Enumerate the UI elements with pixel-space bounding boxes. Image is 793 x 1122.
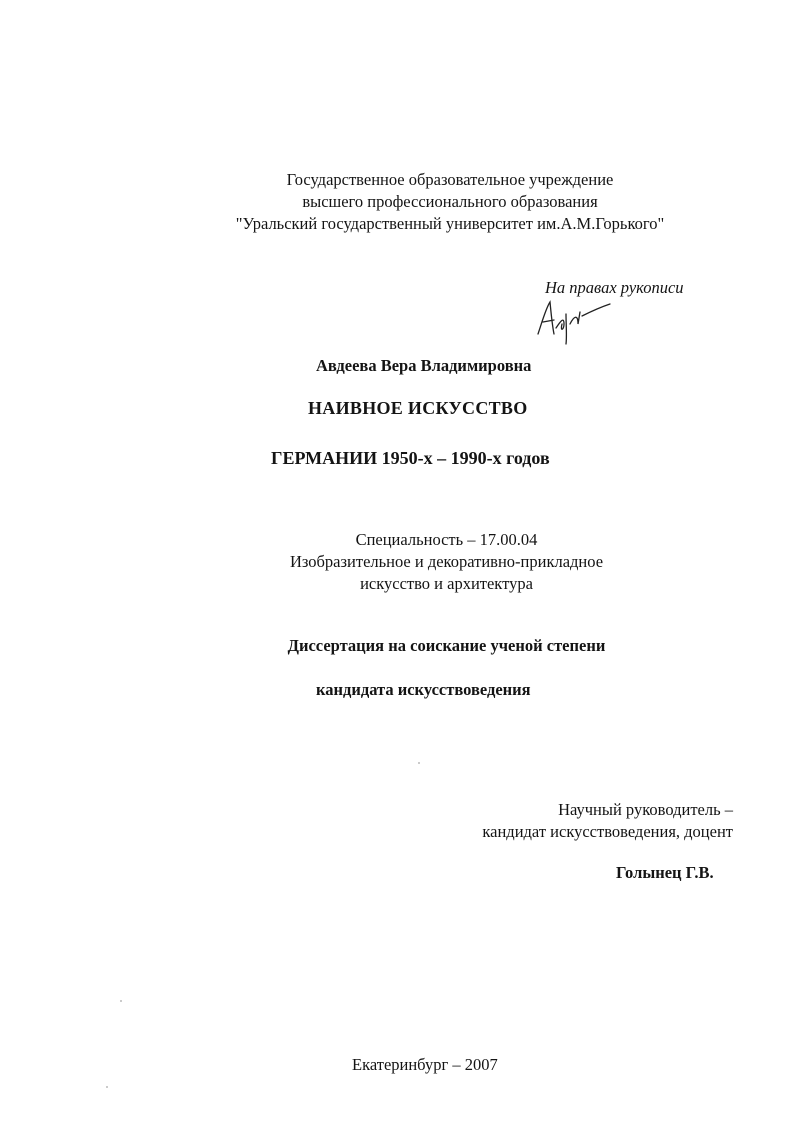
degree-statement: Диссертация на соискание ученой степени bbox=[287, 636, 606, 655]
signature-image bbox=[534, 294, 614, 346]
specialty-name-line-2: искусство и архитектура bbox=[360, 574, 533, 593]
supervisor-role: Научный руководитель – bbox=[558, 800, 733, 819]
scan-speck bbox=[106, 1086, 108, 1088]
institution-line-2: высшего профессионального образования bbox=[302, 192, 598, 211]
supervisor-block bbox=[482, 800, 733, 844]
specialty-name-line-1: Изобразительное и декоративно-прикладное bbox=[289, 552, 604, 571]
specialty-block bbox=[0, 530, 793, 596]
specialty-code: Специальность – 17.00.04 bbox=[355, 530, 538, 549]
scan-speck bbox=[418, 762, 420, 764]
supervisor-degree: кандидат искусствоведения, доцент bbox=[482, 822, 733, 841]
institution-line-1: Государственное образовательное учреждение bbox=[286, 170, 614, 189]
dissertation-title-line-1: НАИВНОЕ ИСКУССТВО bbox=[308, 398, 528, 418]
institution-block bbox=[0, 170, 793, 236]
scan-speck bbox=[120, 1000, 122, 1002]
city-year: Екатеринбург – 2007 bbox=[352, 1055, 498, 1074]
author-name: Авдеева Вера Владимировна bbox=[316, 356, 532, 375]
supervisor-name: Голынец Г.В. bbox=[616, 863, 714, 882]
institution-line-3: "Уральский государственный университет им.А.М.Горького" bbox=[235, 214, 665, 233]
manuscript-note: На правах рукописи bbox=[545, 278, 684, 297]
degree-name: кандидата искусствоведения bbox=[316, 680, 531, 699]
dissertation-title-line-2: ГЕРМАНИИ 1950-х – 1990-х годов bbox=[271, 448, 550, 468]
